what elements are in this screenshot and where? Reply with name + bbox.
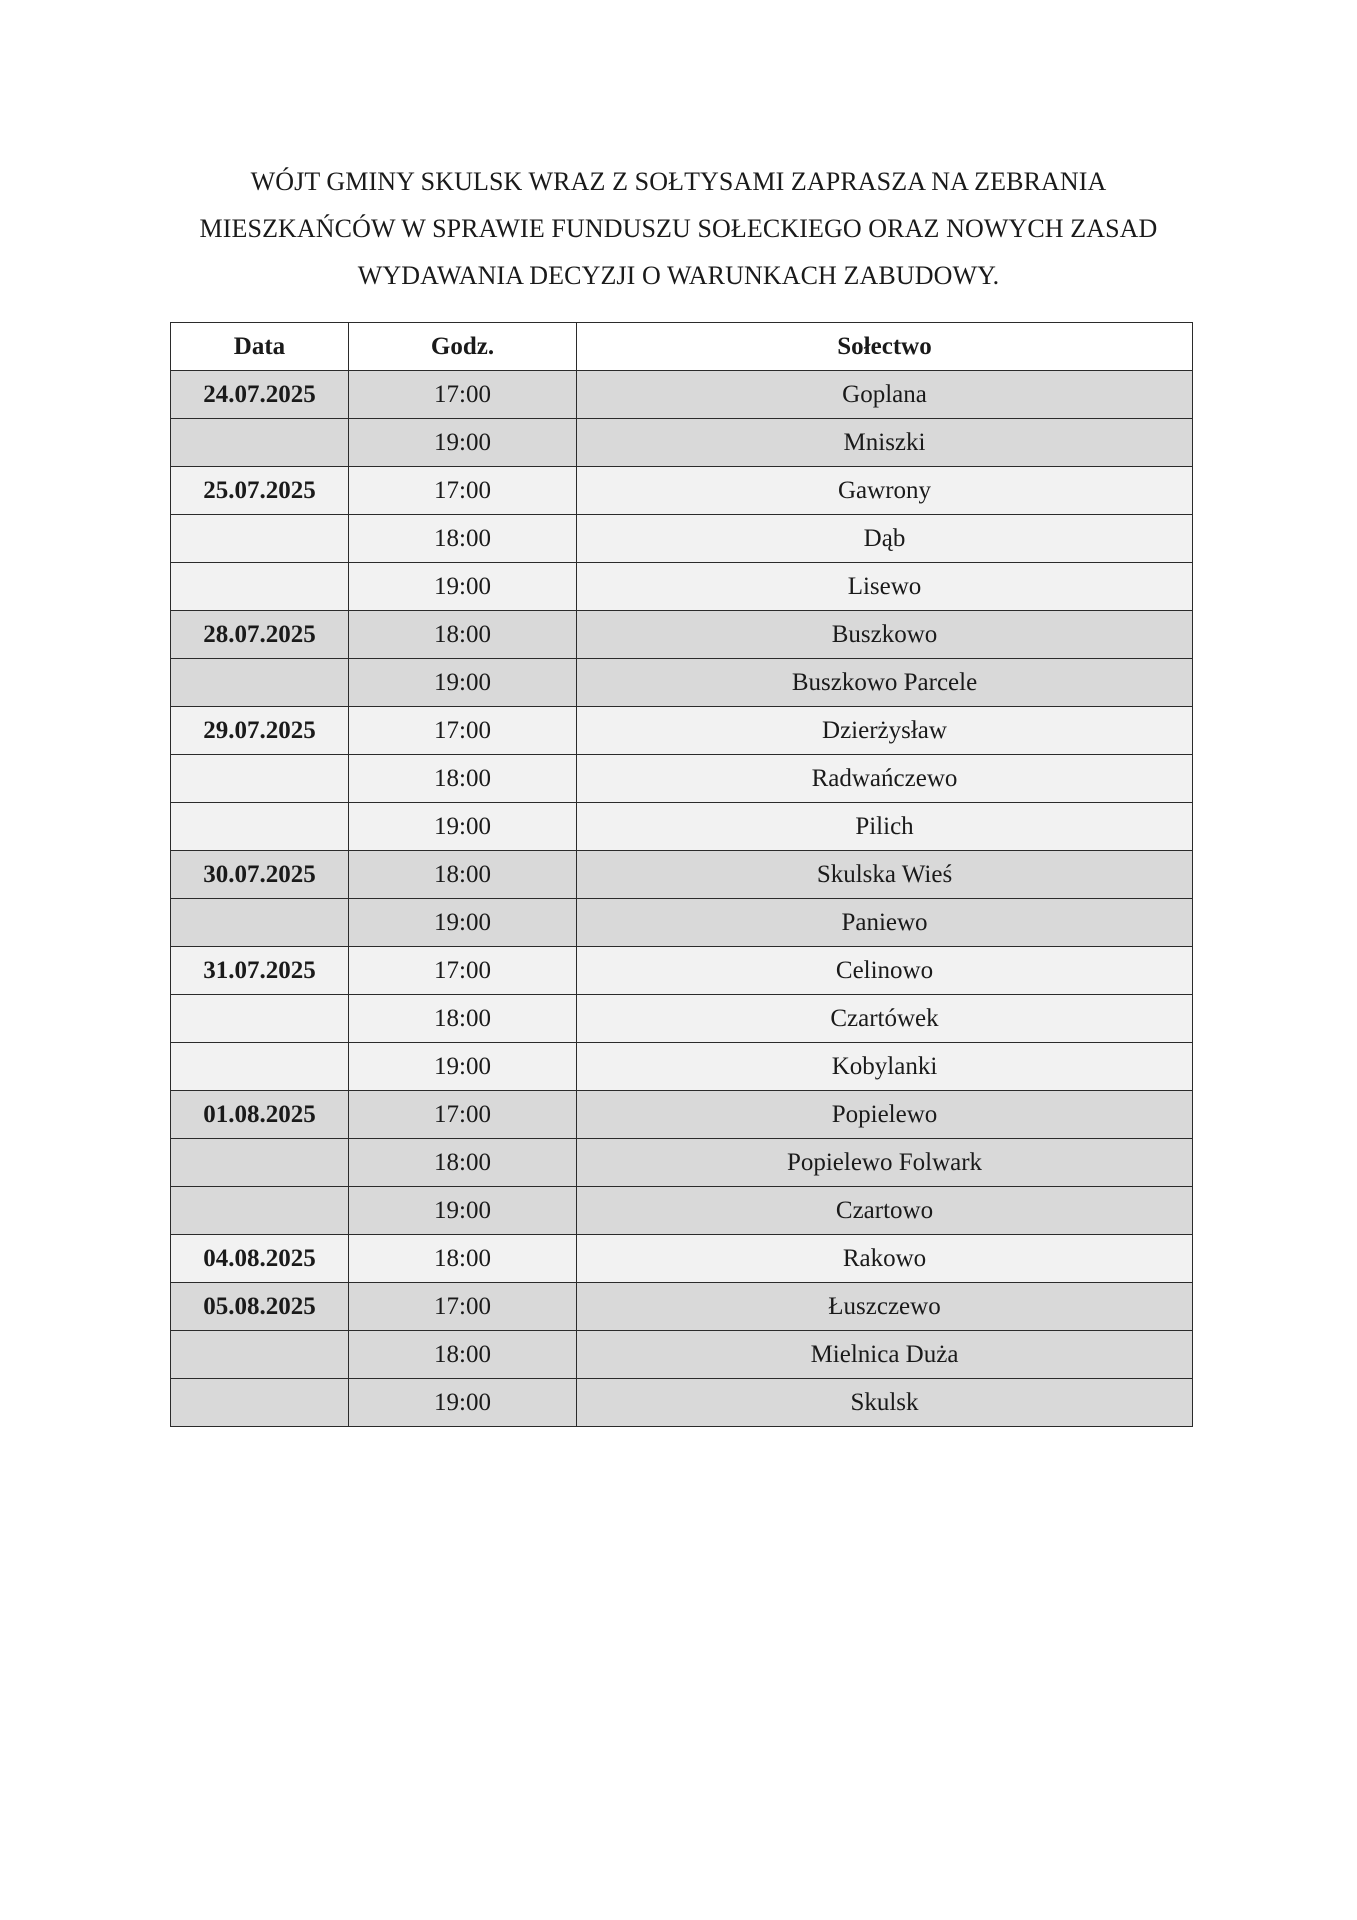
- announcement-heading: [160, 158, 1197, 299]
- table-row: [171, 803, 1193, 851]
- table-row: [171, 1091, 1193, 1139]
- cell-time: 19:00: [349, 1043, 577, 1091]
- cell-village: Popielewo Folwark: [577, 1139, 1193, 1187]
- table-row: [171, 755, 1193, 803]
- table-row: [171, 1139, 1193, 1187]
- cell-time: 19:00: [349, 899, 577, 947]
- table-row: [171, 995, 1193, 1043]
- cell-date: 05.08.2025: [171, 1283, 349, 1331]
- table-row: [171, 1235, 1193, 1283]
- table-header: [171, 323, 1193, 371]
- table-body: [171, 371, 1193, 1427]
- cell-date: [171, 563, 349, 611]
- cell-date: [171, 1331, 349, 1379]
- cell-date: 30.07.2025: [171, 851, 349, 899]
- cell-date: [171, 515, 349, 563]
- cell-date: [171, 1187, 349, 1235]
- table-row: [171, 611, 1193, 659]
- table-row: [171, 1043, 1193, 1091]
- table-row: [171, 419, 1193, 467]
- cell-village: Lisewo: [577, 563, 1193, 611]
- cell-time: 18:00: [349, 1139, 577, 1187]
- cell-village: Radwańczewo: [577, 755, 1193, 803]
- cell-date: 31.07.2025: [171, 947, 349, 995]
- cell-date: 25.07.2025: [171, 467, 349, 515]
- cell-date: [171, 899, 349, 947]
- cell-date: [171, 1139, 349, 1187]
- cell-village: Skulsk: [577, 1379, 1193, 1427]
- cell-village: Dąb: [577, 515, 1193, 563]
- table-row: [171, 1283, 1193, 1331]
- table-row: [171, 467, 1193, 515]
- cell-date: [171, 1379, 349, 1427]
- cell-time: 17:00: [349, 947, 577, 995]
- cell-time: 19:00: [349, 419, 577, 467]
- cell-date: [171, 755, 349, 803]
- cell-village: Czartowo: [577, 1187, 1193, 1235]
- cell-date: [171, 995, 349, 1043]
- header-row: [171, 323, 1193, 371]
- table-row: [171, 707, 1193, 755]
- cell-time: 18:00: [349, 611, 577, 659]
- cell-time: 17:00: [349, 1091, 577, 1139]
- cell-time: 18:00: [349, 1235, 577, 1283]
- cell-village: Popielewo: [577, 1091, 1193, 1139]
- cell-village: Buszkowo: [577, 611, 1193, 659]
- cell-time: 18:00: [349, 1331, 577, 1379]
- heading-line-3: WYDAWANIA DECYZJI O WARUNKACH ZABUDOWY.: [357, 261, 1000, 290]
- cell-village: Mielnica Duża: [577, 1331, 1193, 1379]
- cell-time: 17:00: [349, 707, 577, 755]
- heading-line-2: MIESZKAŃCÓW W SPRAWIE FUNDUSZU SOŁECKIEGO ORAZ NOWYCH ZASAD: [199, 214, 1158, 243]
- cell-date: [171, 419, 349, 467]
- table-row: [171, 371, 1193, 419]
- cell-village: Pilich: [577, 803, 1193, 851]
- header-village: Sołectwo: [577, 323, 1193, 371]
- cell-village: Skulska Wieś: [577, 851, 1193, 899]
- cell-time: 19:00: [349, 1187, 577, 1235]
- cell-time: 19:00: [349, 803, 577, 851]
- cell-time: 17:00: [349, 1283, 577, 1331]
- cell-date: 29.07.2025: [171, 707, 349, 755]
- cell-date: 01.08.2025: [171, 1091, 349, 1139]
- header-time: Godz.: [349, 323, 577, 371]
- cell-village: Mniszki: [577, 419, 1193, 467]
- cell-date: [171, 1043, 349, 1091]
- cell-time: 17:00: [349, 371, 577, 419]
- table-row: [171, 563, 1193, 611]
- cell-date: 28.07.2025: [171, 611, 349, 659]
- table-row: [171, 515, 1193, 563]
- cell-village: Paniewo: [577, 899, 1193, 947]
- cell-village: Celinowo: [577, 947, 1193, 995]
- cell-village: Czartówek: [577, 995, 1193, 1043]
- cell-time: 19:00: [349, 1379, 577, 1427]
- table-row: [171, 851, 1193, 899]
- table-row: [171, 659, 1193, 707]
- meeting-schedule-table: [170, 322, 1193, 1427]
- cell-village: Goplana: [577, 371, 1193, 419]
- table-row: [171, 1187, 1193, 1235]
- table-row: [171, 1379, 1193, 1427]
- cell-village: Łuszczewo: [577, 1283, 1193, 1331]
- cell-time: 18:00: [349, 515, 577, 563]
- cell-time: 19:00: [349, 563, 577, 611]
- table-row: [171, 899, 1193, 947]
- header-date: Data: [171, 323, 349, 371]
- cell-time: 19:00: [349, 659, 577, 707]
- cell-village: Buszkowo Parcele: [577, 659, 1193, 707]
- cell-date: [171, 659, 349, 707]
- cell-village: Gawrony: [577, 467, 1193, 515]
- cell-village: Kobylanki: [577, 1043, 1193, 1091]
- cell-time: 18:00: [349, 995, 577, 1043]
- cell-date: [171, 803, 349, 851]
- cell-time: 17:00: [349, 467, 577, 515]
- cell-date: 04.08.2025: [171, 1235, 349, 1283]
- heading-line-1: WÓJT GMINY SKULSK WRAZ Z SOŁTYSAMI ZAPRASZA NA ZEBRANIA: [250, 167, 1107, 196]
- cell-village: Rakowo: [577, 1235, 1193, 1283]
- cell-date: 24.07.2025: [171, 371, 349, 419]
- cell-time: 18:00: [349, 755, 577, 803]
- cell-village: Dzierżysław: [577, 707, 1193, 755]
- cell-time: 18:00: [349, 851, 577, 899]
- table-row: [171, 1331, 1193, 1379]
- table-row: [171, 947, 1193, 995]
